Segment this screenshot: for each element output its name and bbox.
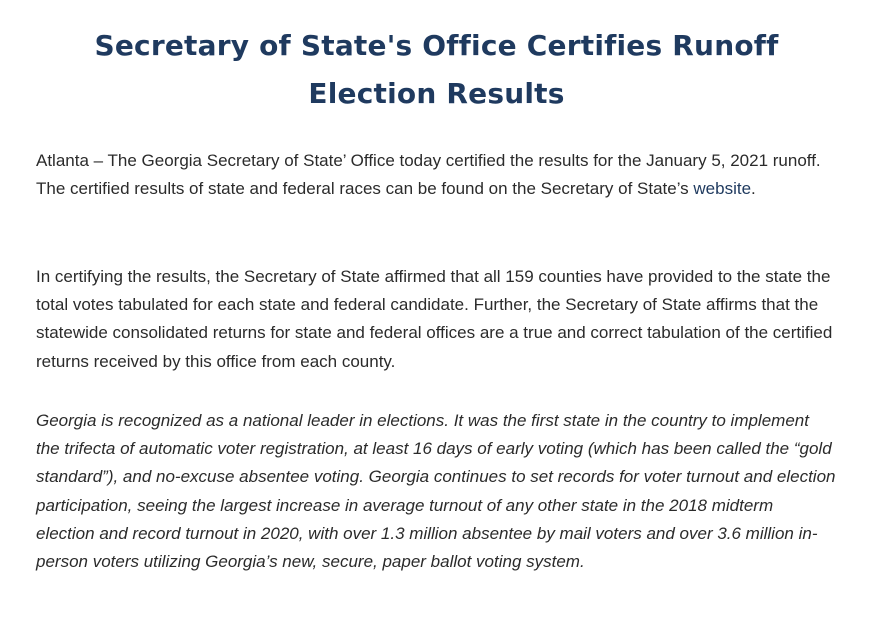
page-title: Secretary of State's Office Certifies Runoff Election Results bbox=[94, 29, 779, 110]
intro-text-end: . bbox=[751, 179, 756, 199]
paragraph-intro bbox=[36, 147, 836, 203]
intro-text: Atlanta – The Georgia Secretary of State’ Office today certified the results for the January 5, 2021 runoff. The certified results of state and federal races can be found on the Secretary of State’s bbox=[36, 151, 821, 199]
paragraph-certification: In certifying the results, the Secretary of State affirmed that all 159 counties have provided to the state the total votes tabulated for each state and federal candidate. Further, the Secretary of State affirms that the statewide consolidated returns for state and federal offices are a true and correct tabulation of the certified returns received by this office from each county. bbox=[36, 267, 833, 371]
website-link[interactable]: website bbox=[693, 179, 752, 199]
paragraph-georgia-leader: Georgia is recognized as a national leader in elections. It was the first state in the country to implement the trifecta of automatic voter registration, at least 16 days of early voting (which has been called the “gold standard”), and no-excuse absentee voting. Georgia continues to set records for voter turnout and election participation, seeing the largest increase in average turnout of any other state in the 2018 midterm election and record turnout in 2020, with over 1.3 million absentee by mail voters and over 3.6 million in-person voters utilizing Georgia’s new, secure, paper ballot voting system. bbox=[36, 411, 836, 572]
